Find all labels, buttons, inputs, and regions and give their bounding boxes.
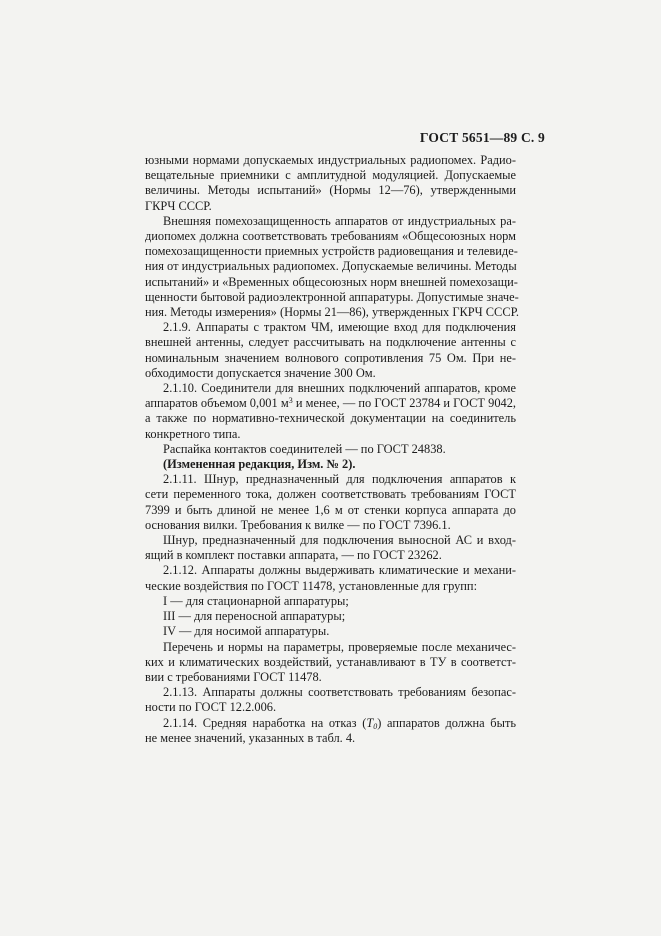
paragraph-p9	[145, 563, 516, 593]
paragraph-p12	[145, 624, 516, 639]
text-line: III — для переносной аппаратуры;	[163, 609, 346, 624]
text-line: вещательные приемники с амплитудной модуляцией. Допускаемые	[145, 168, 516, 183]
text-line: 7399 и быть длиной не менее 1,6 м от стенки корпуса аппарата до	[145, 502, 516, 517]
text-line: внешней антенны, следует рассчитывать на подключение антенны с	[145, 335, 516, 350]
text-line: юзными нормами допускаемых индустриальных радиопомех. Радио-	[145, 153, 516, 167]
page-header: ГОСТ 5651—89 С. 9	[419, 130, 545, 145]
text-line: ких и климатических воздействий, устанавливают в ТУ в соответст-	[145, 654, 516, 669]
paragraph-p2	[145, 213, 520, 320]
text-line: Перечень и нормы на параметры, проверяемые после механичес-	[163, 639, 516, 654]
text-line: основания вилки. Требования к вилке — по ГОСТ 7396.1.	[145, 517, 451, 532]
text-line: не менее значений, указанных в табл. 4.	[145, 730, 356, 745]
text-line: диопомех должна соответствовать требованиям «Общесоюзных норм	[145, 229, 516, 244]
paragraph-p14	[145, 685, 516, 715]
paragraph-p10	[145, 594, 516, 609]
text-line: ческие воздействия по ГОСТ 11478, установленные для групп:	[145, 578, 478, 593]
text-line: номинальным значением волнового сопротивления 75 Ом. При не-	[145, 350, 516, 365]
paragraph-p15	[145, 716, 516, 746]
text-line: обходимости допускается значение 300 Ом.	[145, 365, 376, 380]
text-line: щенности бытовой радиоэлектронной аппаратуры. Допустимые значе-	[145, 289, 519, 304]
text-line: сети переменного тока, должен соответствовать требованиям ГОСТ	[145, 487, 516, 502]
text-line: 2.1.10. Соединители для внешних подключений аппаратов, кроме	[163, 381, 516, 396]
text-line: 2.1.12. Аппараты должны выдерживать климатические и механи-	[163, 563, 516, 578]
text-line: Распайка контактов соединителей — по ГОСТ 24838.	[163, 441, 446, 456]
text-line: величины. Методы испытаний» (Нормы 12—76), утвержденными	[145, 183, 516, 198]
text-line: конкретного типа.	[145, 426, 241, 441]
text-line: 2.1.14. Средняя наработка на отказ $(T_0)$ аппаратов должна быть	[163, 715, 517, 731]
text-line: Внешняя помехозащищенность аппаратов от индустриальных ра-	[163, 213, 516, 228]
text-line: 2.1.9. Аппараты с трактом ЧМ, имеющие вход для подключения	[163, 320, 516, 335]
text-line: ящий в комплект поставки аппарата, — по ГОСТ 23262.	[145, 548, 442, 563]
paragraph-p8	[145, 533, 516, 563]
text-line: 2.1.11. Шнур, предназначенный для подключения аппаратов к	[163, 472, 516, 487]
text-line: (Измененная редакция, Изм. № 2).	[163, 457, 356, 472]
text-line: Шнур, предназначенный для подключения выносной АС и вход-	[163, 533, 516, 548]
paragraph-p13	[145, 640, 516, 686]
text-line: 2.1.13. Аппараты должны соответствовать требованиям безопас-	[163, 685, 516, 700]
text-line: IV — для носимой аппаратуры.	[163, 624, 330, 639]
text-line: вии с требованиями ГОСТ 11478.	[145, 669, 322, 684]
text-line: ния. Методы измерения» (Нормы 21—86), утвержденных ГКРЧ СССР.	[145, 305, 520, 320]
text-line: помехозащищенности приемных устройств радиовещания и телевиде-	[145, 244, 518, 259]
paragraph-p1	[145, 153, 516, 214]
text-line: I — для стационарной аппаратуры;	[163, 593, 349, 608]
text-line: аппаратов объемом 0,001 $м^3$ и менее, — по ГОСТ 23784 и ГОСТ 9042,	[145, 396, 517, 411]
text-line: а также по нормативно-технической документации на соединитель	[145, 411, 516, 426]
paragraph-p4	[145, 381, 516, 442]
paragraph-p3	[145, 320, 516, 381]
text-line: ГКРЧ СССР.	[145, 198, 212, 213]
text-line: ности по ГОСТ 12.2.006.	[145, 700, 277, 715]
paragraph-p11	[145, 609, 516, 624]
paragraph-p6	[145, 457, 516, 472]
document-body	[145, 153, 520, 746]
text-line: испытаний» и «Временных общесоюзных норм внешней помехозащи-	[145, 274, 518, 289]
text-line: ния от индустриальных радиопомех. Допускаемые величины. Методы	[145, 259, 517, 274]
paragraph-p7	[145, 472, 516, 533]
paragraph-p5	[145, 442, 516, 457]
